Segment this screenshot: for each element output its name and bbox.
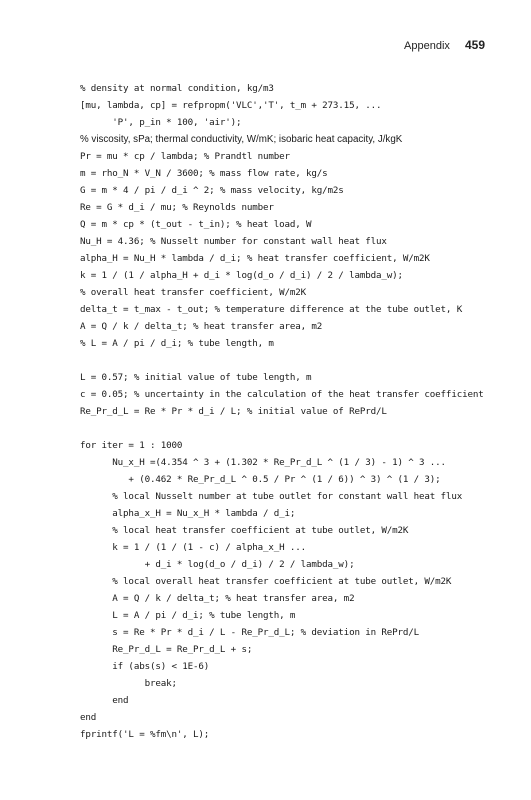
code-line: end <box>80 695 129 706</box>
code-line: Q = m * cp * (t_out - t_in); % heat load, W <box>80 219 312 230</box>
code-line: end <box>80 712 97 723</box>
code-line: m = rho_N * V_N / 3600; % mass flow rate, kg/s <box>80 168 328 179</box>
code-line: Re_Pr_d_L = Re * Pr * d_i / L; % initial value of RePrd/L <box>80 406 387 417</box>
section-title: Appendix <box>404 40 450 52</box>
code-line: Nu_H = 4.36; % Nusselt number for constant wall heat flux <box>80 236 387 247</box>
code-comment-line: % density at normal condition, kg/m3 <box>80 83 274 94</box>
code-line: alpha_x_H = Nu_x_H * lambda / d_i; <box>80 508 296 519</box>
code-line: s = Re * Pr * d_i / L - Re_Pr_d_L; % deviation in RePrd/L <box>80 627 420 638</box>
code-line: Nu_x_H =(4.354 ^ 3 + (1.302 * Re_Pr_d_L ^ (1 / 3) - 1) ^ 3 ... <box>80 457 446 468</box>
code-line <box>80 420 520 437</box>
code-line: Re = G * d_i / mu; % Reynolds number <box>80 202 274 213</box>
code-line: + d_i * log(d_o / d_i) / 2 / lambda_w); <box>80 559 355 570</box>
code-line: A = Q / k / delta_t; % heat transfer area, m2 <box>80 593 355 604</box>
code-line: [mu, lambda, cp] = refpropm('VLC','T', t_m + 273.15, ... <box>80 100 382 111</box>
code-comment-line: % local overall heat transfer coefficient at tube outlet, W/m2K <box>80 576 452 587</box>
code-line: Pr = mu * cp / lambda; % Prandtl number <box>80 151 290 162</box>
code-line: k = 1 / (1 / (1 - c) / alpha_x_H ... <box>80 542 307 553</box>
page-number: 459 <box>464 38 485 52</box>
code-line: L = A / pi / d_i; % tube length, m <box>80 610 296 621</box>
code-line: A = Q / k / delta_t; % heat transfer area, m2 <box>80 321 323 332</box>
code-line: alpha_H = Nu_H * lambda / d_i; % heat transfer coefficient, W/m2K <box>80 253 430 264</box>
code-line: L = 0.57; % initial value of tube length, m <box>80 372 312 383</box>
running-head <box>404 38 485 52</box>
code-comment-line: % L = A / pi / d_i; % tube length, m <box>80 338 274 349</box>
code-line: c = 0.05; % uncertainty in the calculation of the heat transfer coefficient <box>80 389 484 400</box>
code-comment-line: % local Nusselt number at tube outlet for constant wall heat flux <box>80 491 463 502</box>
code-line: for iter = 1 : 1000 <box>80 440 183 451</box>
code-line: delta_t = t_max - t_out; % temperature difference at the tube outlet, K <box>80 304 463 315</box>
code-comment-line: % viscosity, sPa; thermal conductivity, W/mK; isobaric heat capacity, J/kgK <box>80 134 403 145</box>
code-comment-line: % local heat transfer coefficient at tube outlet, W/m2K <box>80 525 409 536</box>
code-line: 'P', p_in * 100, 'air'); <box>80 117 242 128</box>
code-comment-line: % overall heat transfer coefficient, W/m2K <box>80 287 307 298</box>
code-line: + (0.462 * Re_Pr_d_L ^ 0.5 / Pr ^ (1 / 6)) ^ 3) ^ (1 / 3); <box>80 474 441 485</box>
code-line: break; <box>80 678 177 689</box>
code-line: fprintf('L = %fm\n', L); <box>80 729 210 740</box>
code-line: if (abs(s) < 1E-6) <box>80 661 210 672</box>
code-line: k = 1 / (1 / alpha_H + d_i * log(d_o / d_i) / 2 / lambda_w); <box>80 270 403 281</box>
code-line: G = m * 4 / pi / d_i ^ 2; % mass velocity, kg/m2s <box>80 185 344 196</box>
code-listing <box>80 80 520 743</box>
code-line: Re_Pr_d_L = Re_Pr_d_L + s; <box>80 644 253 655</box>
code-line <box>80 352 520 369</box>
